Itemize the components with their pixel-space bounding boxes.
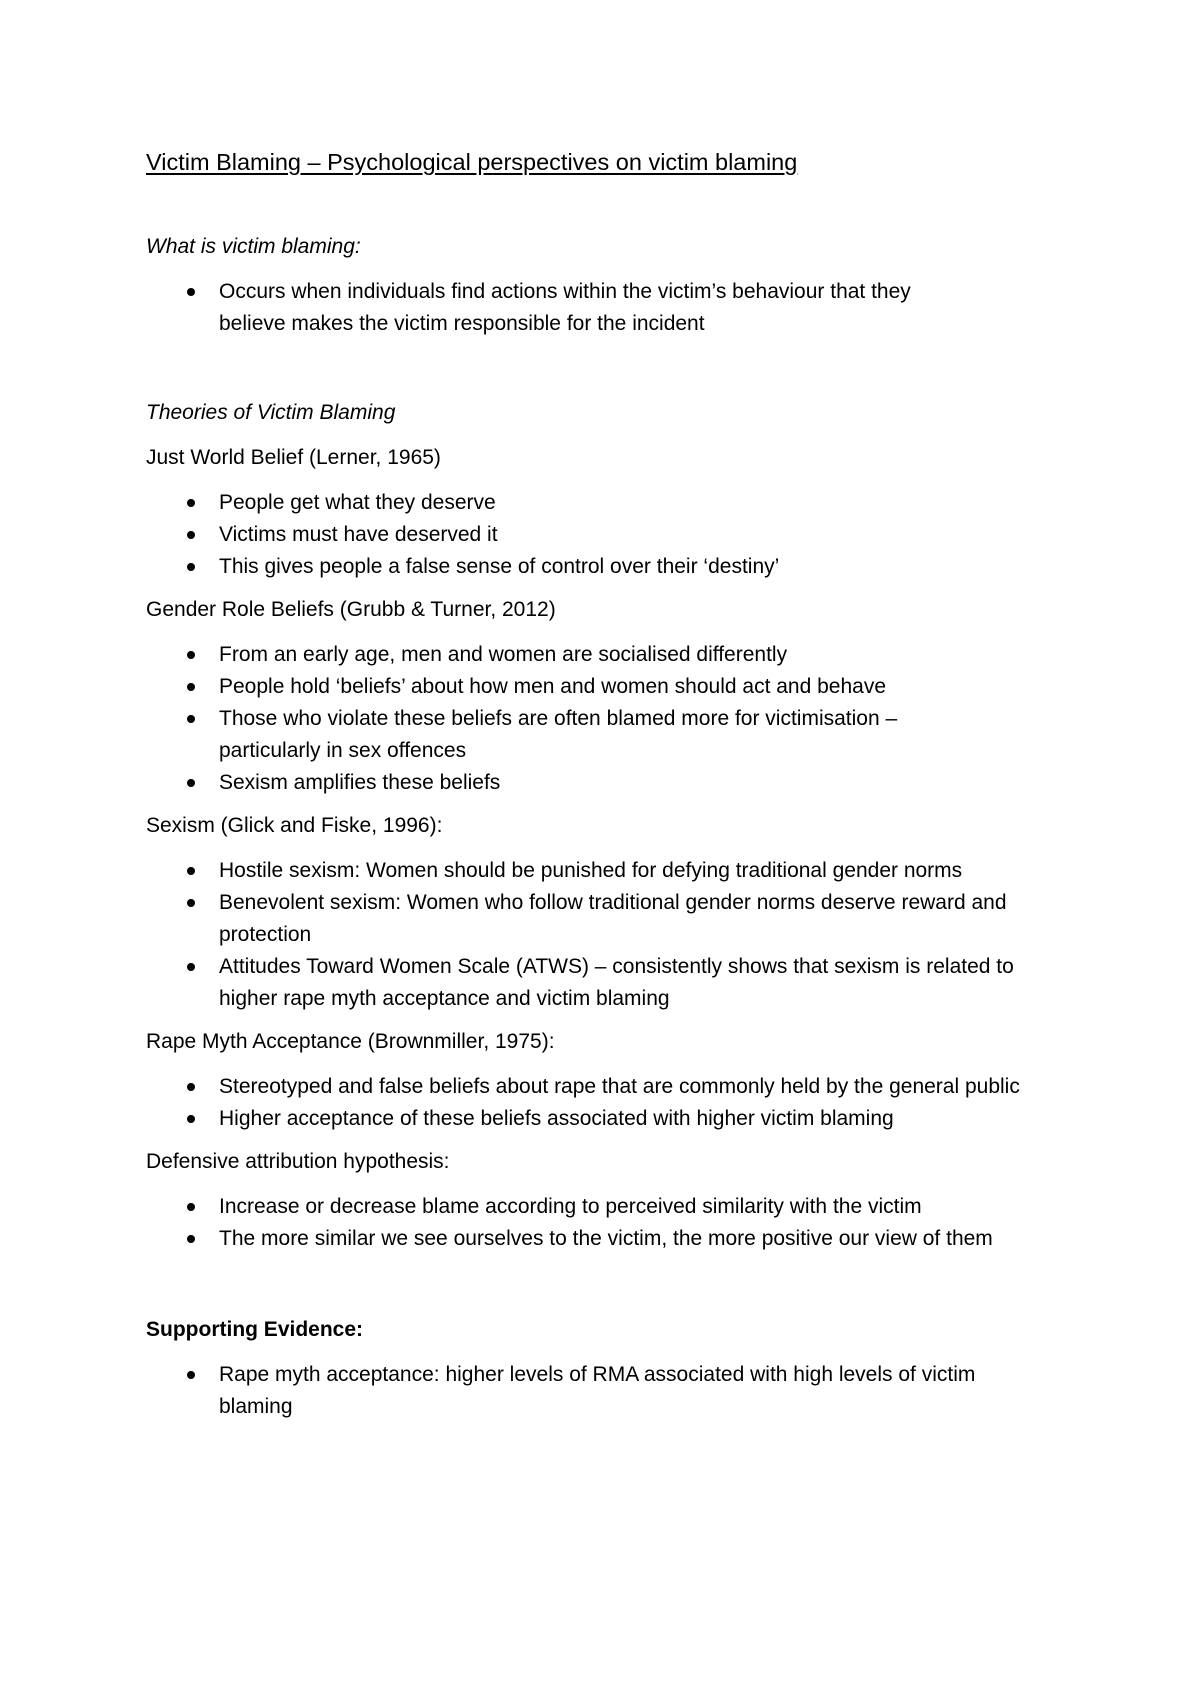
section-heading-gender-role: Gender Role Beliefs (Grubb & Turner, 2012) [146,598,556,621]
bullet-icon [187,1083,195,1091]
bullet-icon [187,1115,195,1123]
theories-heading: Theories of Victim Blaming [146,401,396,424]
list-item: Benevolent sexism: Women who follow traditional gender norms deserve reward and protection [146,887,1066,951]
list-item: People get what they deserve [146,487,1076,519]
bullet-icon [187,899,195,907]
just-world-list [146,487,1076,583]
list-item: The more similar we see ourselves to the victim, the more positive our view of them [146,1223,1076,1255]
list-item: This gives people a false sense of control over their ‘destiny’ [146,551,1076,583]
document-page [146,146,1076,1423]
list-item: From an early age, men and women are socialised differently [146,639,946,671]
bullet-icon [187,499,195,507]
bullet-icon [187,779,195,787]
bullet-icon [187,867,195,875]
sexism-list [146,855,1066,1015]
bullet-icon [187,651,195,659]
list-item: Those who violate these beliefs are often blamed more for victimisation – particularly in sex offences [146,703,946,767]
bullet-icon [187,1235,195,1243]
definition-heading: What is victim blaming: [146,235,361,258]
section-heading-just-world: Just World Belief (Lerner, 1965) [146,446,441,469]
section-heading-rape-myth: Rape Myth Acceptance (Brownmiller, 1975): [146,1030,555,1053]
list-item: Higher acceptance of these beliefs associated with higher victim blaming [146,1103,1026,1135]
section-heading-defensive-attribution: Defensive attribution hypothesis: [146,1150,450,1173]
list-item: Rape myth acceptance: higher levels of RMA associated with high levels of victim blaming [146,1359,1036,1423]
list-item: Sexism amplifies these beliefs [146,767,946,799]
list-item: People hold ‘beliefs’ about how men and women should act and behave [146,671,946,703]
definition-list [146,276,976,340]
evidence-heading: Supporting Evidence: [146,1318,364,1341]
bullet-icon [187,1203,195,1211]
bullet-icon [187,715,195,723]
list-item: Attitudes Toward Women Scale (ATWS) – consistently shows that sexism is related to higher rape myth acceptance and victim blaming [146,951,1066,1015]
bullet-icon [187,563,195,571]
list-item: Occurs when individuals find actions within the victim’s behaviour that they believe makes the victim responsible for the incident [146,276,976,340]
bullet-icon [187,963,195,971]
bullet-icon [187,683,195,691]
section-heading-sexism: Sexism (Glick and Fiske, 1996): [146,814,443,837]
defensive-attribution-list [146,1191,1076,1255]
list-item: Stereotyped and false beliefs about rape that are commonly held by the general public [146,1071,1026,1103]
list-item: Victims must have deserved it [146,519,1076,551]
list-item: Hostile sexism: Women should be punished for defying traditional gender norms [146,855,1066,887]
bullet-icon [187,1371,195,1379]
page-title: Victim Blaming – Psychological perspectives on victim blaming [146,149,798,175]
bullet-icon [187,531,195,539]
rape-myth-list [146,1071,1026,1135]
bullet-icon [187,288,195,296]
gender-role-list [146,639,946,799]
list-item: Increase or decrease blame according to perceived similarity with the victim [146,1191,1076,1223]
evidence-list [146,1359,1036,1423]
